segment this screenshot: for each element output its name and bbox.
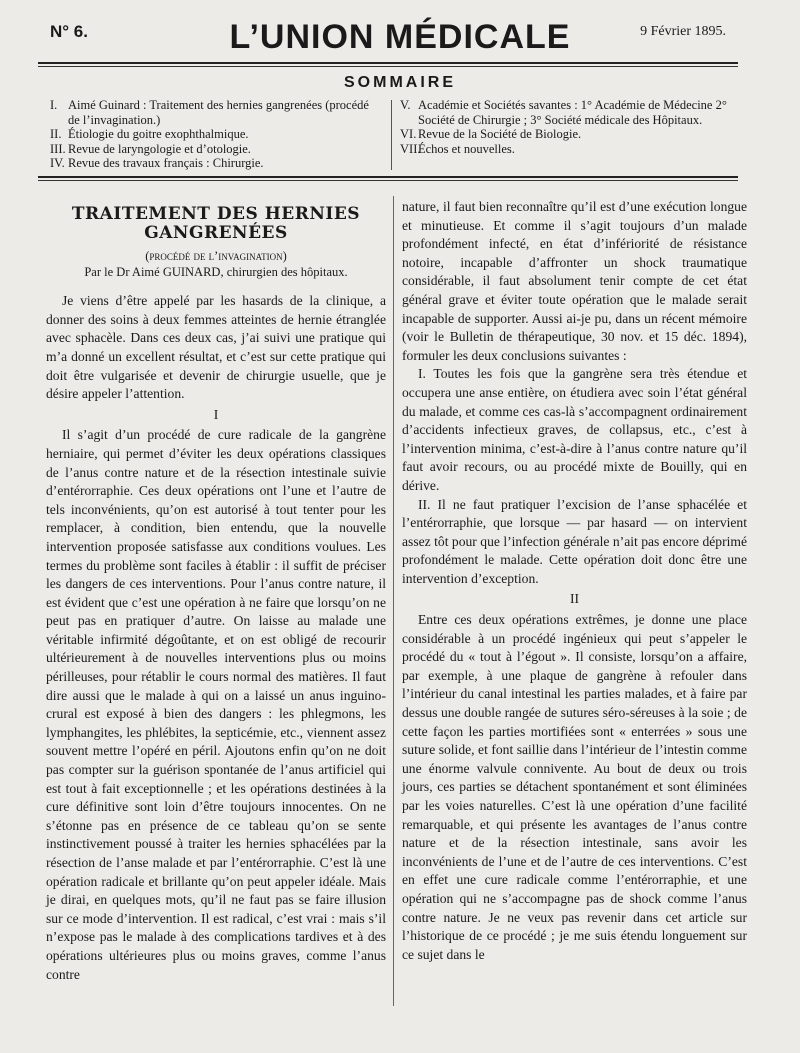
paragraph: II. Il ne faut pratiquer l’excision de l’anse sphacélée et l’entérorraphie, que lorsque — par hasard — on intervient assez tôt pour que l’infection générale n’ait pas encore déprimé profondément le malade. Cette opération doit donc être une intervention d’exception. — [402, 496, 747, 586]
toc-num: II. — [50, 127, 62, 141]
toc-text: Revue de la Société de Biologie. — [418, 127, 582, 141]
sommaire-left — [50, 98, 380, 171]
toc-text: Étiologie du goitre exophthalmique. — [68, 127, 249, 141]
toc-num: V. — [400, 98, 411, 112]
toc-text: Échos et nouvelles. — [418, 141, 515, 156]
article-subtitle: (procédé de l’invagination) — [145, 249, 287, 264]
toc-divider — [391, 100, 392, 170]
toc-num: VI. — [400, 127, 417, 141]
section-number: II — [569, 591, 580, 607]
article-author: Par le Dr Aimé GUINARD, chirurgien des hôpitaux. — [84, 265, 348, 280]
article-column-left — [46, 205, 386, 984]
sommaire-rule — [38, 176, 738, 178]
toc-text: Académie et Sociétés savantes : 1° Académie de Médecine 2° Société de Chirurgie ; 3° Société médicale des Hôpitaux. — [418, 98, 727, 127]
toc-text: Aimé Guinard : Traitement des hernies gangrenées (procédé de l’invagination.) — [68, 98, 369, 127]
toc-item — [400, 98, 745, 127]
toc-item — [400, 142, 745, 157]
sommaire-right — [400, 98, 745, 156]
toc-num: I. — [50, 98, 58, 112]
article-title: TRAITEMENT DES HERNIES GANGRENÉES — [71, 204, 361, 243]
header-rule — [38, 62, 738, 64]
toc-item — [400, 127, 745, 142]
paragraph: Il s’agit d’un procédé de cure radicale de la gangrène herniaire, qui permet d’éviter les deux opérations classiques de l’anus contre nature et de la résection intestinale suivie d’entérorraphie. Ces deux opérations ont l’une et l’autre de tels inconvénients, qu’on est autorisé à tout tenter pour les remplacer, à condition, bien entendu, que la nouvelle intervention proposée satisfasse aux conditions voulues. Les termes du problème sont faciles à établir : il suffit de préciser les dangers de ces interventions. Pour l’anus contre nature, il est évident que c’est une opération à ne faire que lorsqu’on ne peut pas en pratiquer d’autre. On laisse au malade une véritable infirmité dégoûtante, et on est obligé de recourir ultérieurement à de nouvelles interventions plus ou moins périlleuses, pour rétablir le cours normal des matières. Il faut dire aussi que le malade à qui on a laissé un anus inguino-crural est exposé à bien des dangers : les phlegmons, les lymphangites, les phlébites, la septicémie, etc., viennent assez souvent mettre l’opéré en péril. Ajoutons enfin qu’on ne doit pas compter sur la guérison spontanée de l’anus artificiel qui est tout à fait exceptionnelle ; et les opérations destinées à la cure définitive sont loin d’être toujours innocentes. On ne s’étonne pas en présence de ce tableau qu’on se sente instinctivement poussé à traiter les hernies sphacélées par la résection de l’anse malade et par l’entérorraphie. C’est là une opération radicale et brillante qu’on peut appeler idéale. Mais je dirai, en quelques mots, qu’il ne faut pas se faire illusion sur ce mode d’intervention. Il est radical, c’est vrai : mais s’il n’expose pas le malade à des complications tardives et à des opérations ultérieures plus ou moins graves, comme l’anus contre — [46, 427, 386, 982]
toc-item — [50, 156, 380, 171]
toc-num: III. — [50, 141, 66, 156]
section-number: I — [213, 406, 219, 422]
toc-item — [50, 127, 380, 142]
article-column-right — [402, 198, 747, 964]
header-rule-thin — [38, 66, 738, 67]
toc-item — [50, 142, 380, 157]
column-divider — [393, 196, 394, 1006]
toc-item — [50, 98, 380, 127]
paragraph: nature, il faut bien reconnaître qu’il est d’une exécution longue et minutieuse. Et comme il s’agit toujours d’un malade profondément infecté, en état d’infériorité de résistance notoire, incapable d’affronter un shock traumatique considérable, il faut absolument tenir compte de cet état général grave et éviter toute opération que le malade serait incapable de supporter. Aussi ai-je pu, dans un récent mémoire (voir le Bulletin de thérapeutique, 30 nov. et 15 déc. 1894), formuler les deux conclusions suivantes : — [402, 199, 747, 363]
sommaire-title: SOMMAIRE — [344, 74, 456, 91]
sommaire-rule-thin — [38, 180, 738, 181]
toc-num: IV. — [50, 156, 65, 170]
paragraph: I. Toutes les fois que la gangrène sera très étendue et occupera une anse entière, on étudiera avec soin l’état général du malade, et comme ces cas-là s’accompagnent ordinairement d’accidents infectieux graves, de collapsus, etc., c’est à l’intervention minima, c’est-à-dire à l’anus contre nature qu’il faut avoir recours, ou au procédé mixte de Bouilly, qui en dérive. — [402, 366, 747, 493]
journal-title: L’UNION MÉDICALE — [229, 18, 571, 56]
paragraph: Entre ces deux opérations extrêmes, je donne une place considérable à un procédé ingénieux qui peut s’appeler le procédé du « tout à l’égout ». Il consiste, lorsqu’on a affaire, par exemple, à une plaque de gangrène à refouler dans l’intérieur du canal intestinal les parties malades, et à faire par dessus une double rangée de sutures séro-séreuses à la soie ; de cette façon les parties mortifiées sont « enterrées » sous une suture solide, et font saillie dans l’intérieur de l’intestin comme une énorme valvule connivente. Au bout de deux ou trois jours, ces parties se détachent spontanément et sont éliminées par les voies naturelles. C’est là une opération d’une facilité remarquable, et qui présente les avantages de l’anus contre nature et de la résection intestinale, sans avoir les inconvénients de l’une et de l’autre de ces interventions. C’est en effet une cure radicale comme l’entérorraphie, et une opération qui ne s’accompagne pas de shock comme l’anus contre nature. Je ne veux pas revenir dans cet article sur l’historique de ce procédé ; je me suis étendu longuement sur ce sujet dans le — [402, 612, 747, 962]
toc-text: Revue des travaux français : Chirurgie. — [68, 156, 264, 170]
toc-num: VII. — [400, 141, 421, 156]
paragraph: Je viens d’être appelé par les hasards de la clinique, a donner des soins à deux femmes atteintes de hernie étranglée avec sphacèle. Dans ces deux cas, j’ai suivi une pratique qui m’a donné un excellent résultat, et c’est sur cette pratique qui doit être vulgarisée et devenir de chirurgie usuelle, que je désire appeler l’attention. — [46, 293, 386, 402]
toc-text: Revue de laryngologie et d’otologie. — [68, 141, 251, 156]
issue-date: 9 Février 1895. — [640, 24, 726, 39]
issue-number: N° 6. — [50, 22, 88, 41]
